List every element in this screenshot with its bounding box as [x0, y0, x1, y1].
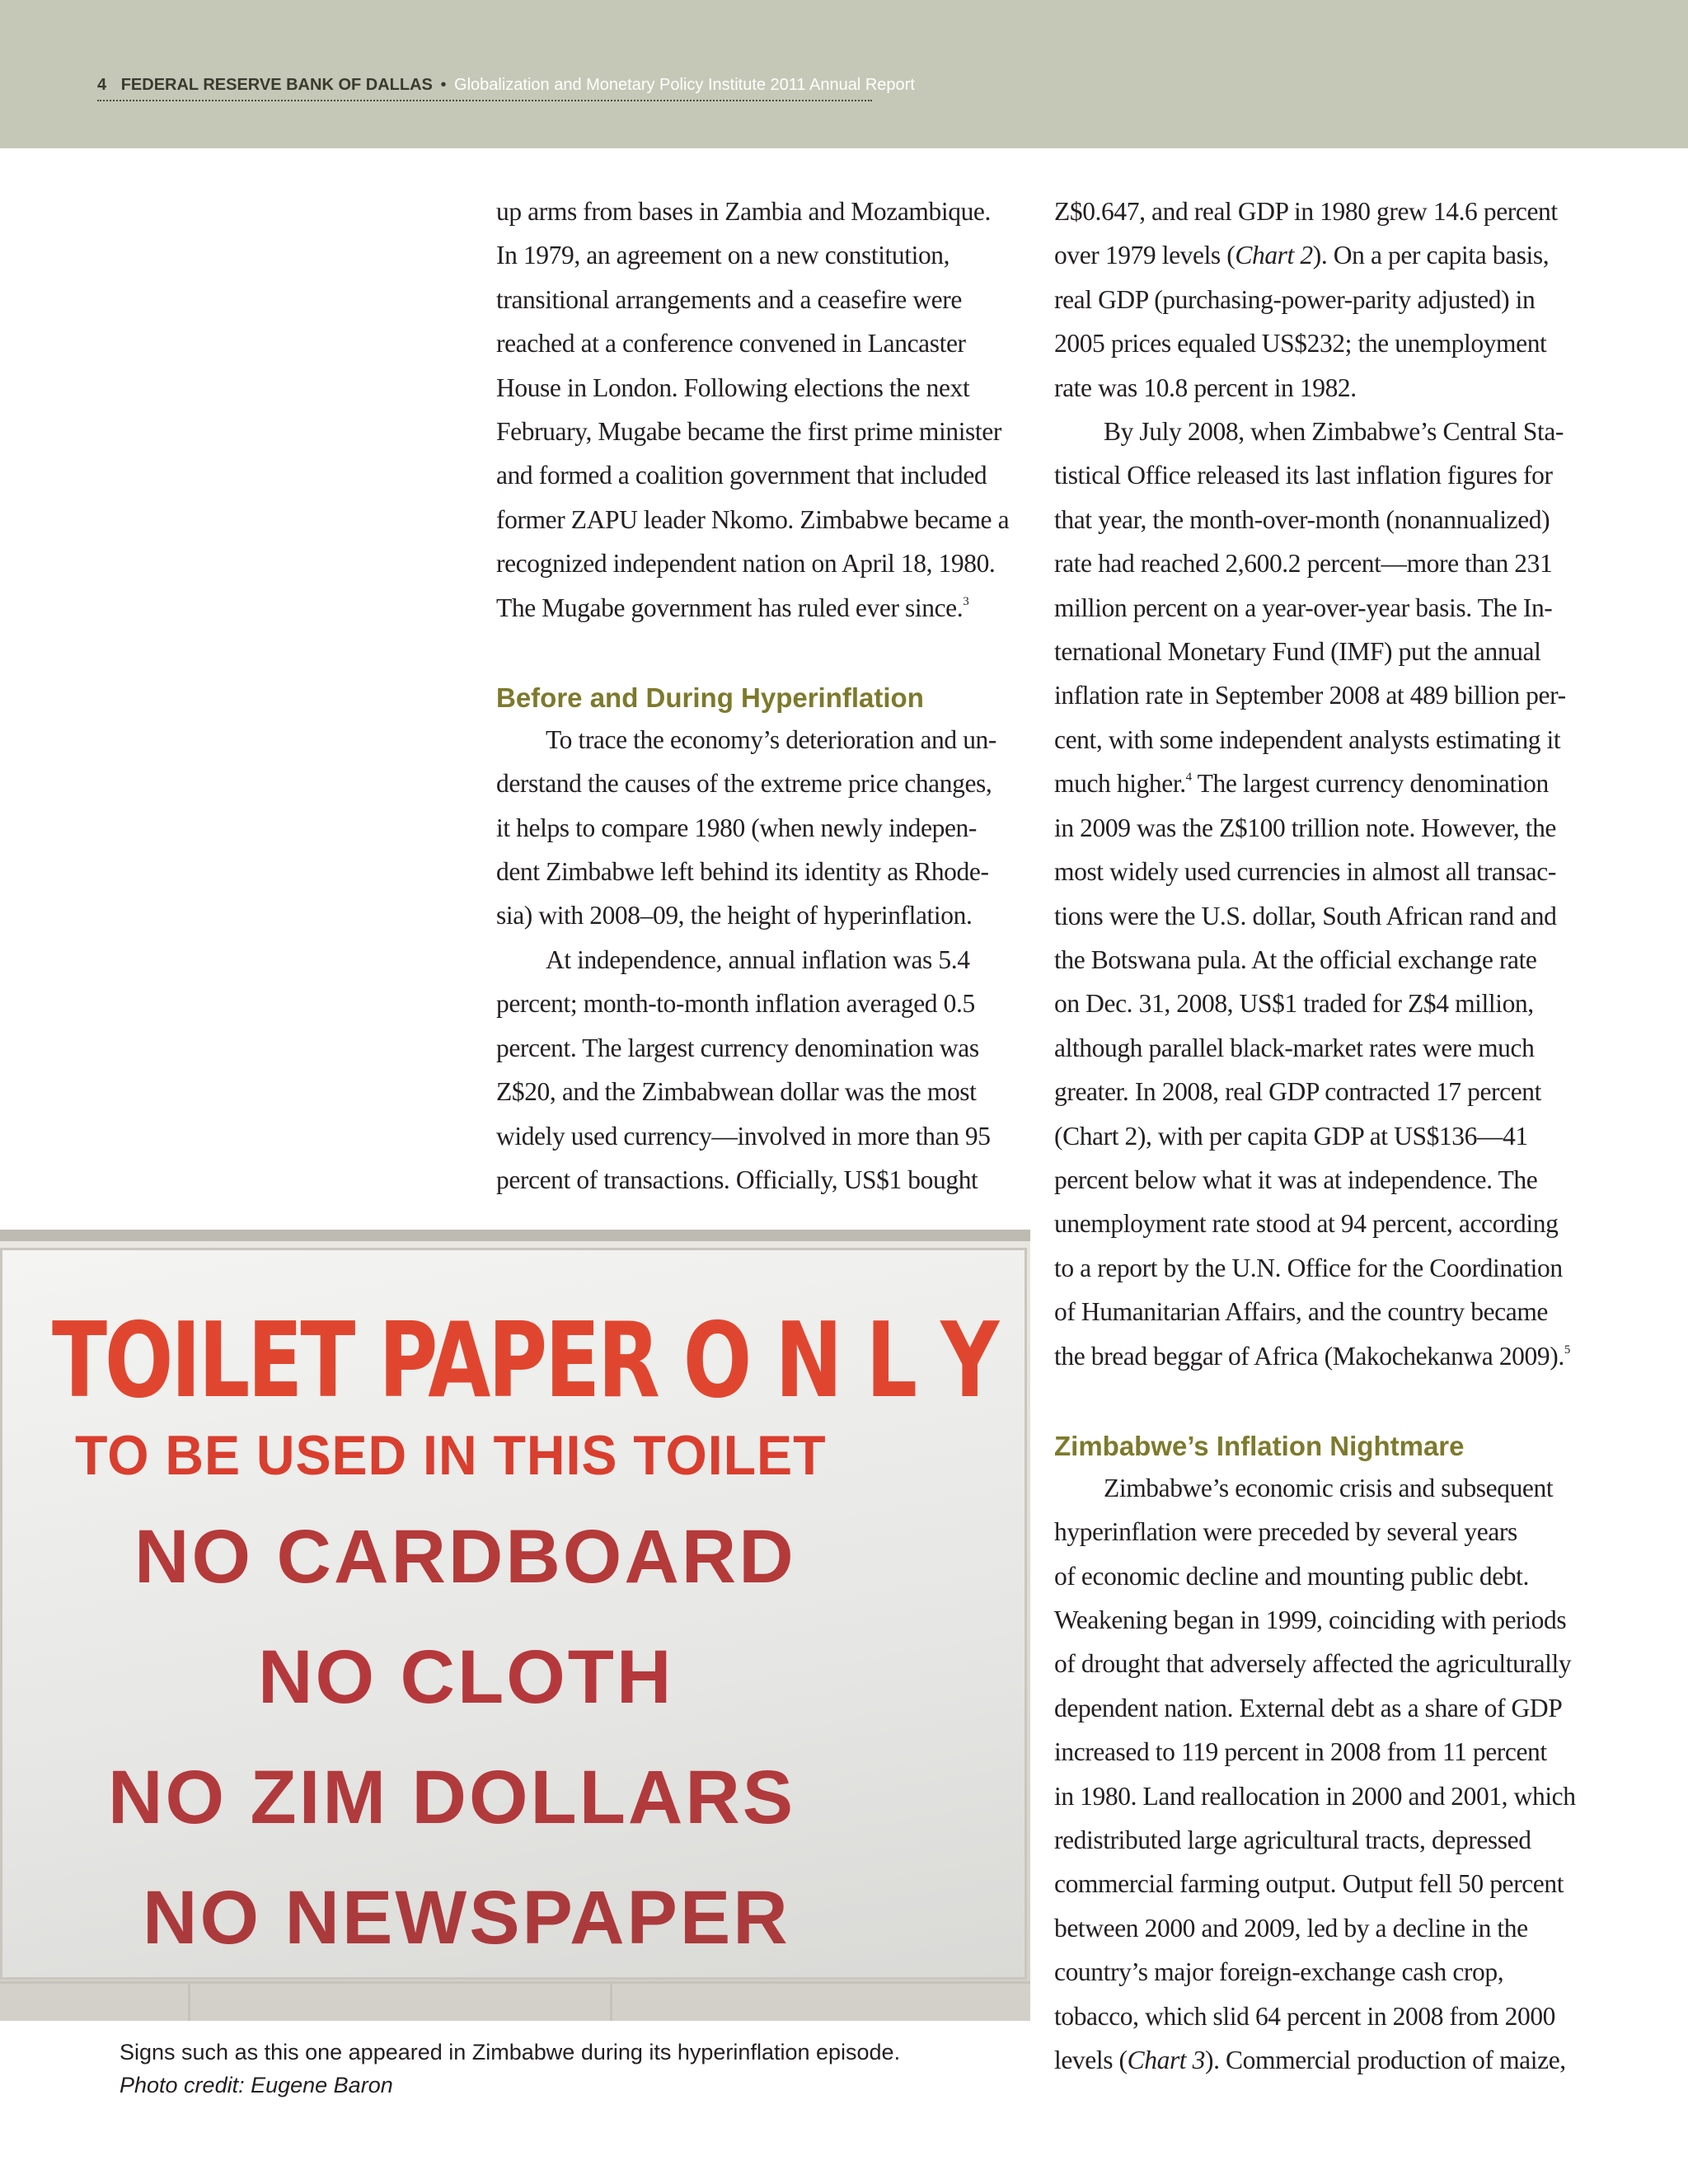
text-line: Weakening began in 1999, coinciding with periods [1054, 1605, 1567, 1634]
header-band [0, 0, 1688, 148]
photo-wall-edge [0, 1230, 1030, 1241]
photo-credit: Photo credit: Eugene Baron [120, 2073, 393, 2097]
right-paragraph-2-cont [1054, 453, 1598, 1378]
text-line: commercial farming output. Output fell 50 percent [1054, 1869, 1564, 1899]
sign-line-no-cloth: NO CLOTH [258, 1635, 674, 1719]
text-line: and formed a coalition government that included [496, 461, 987, 490]
header-bullet: • [440, 76, 447, 94]
report-title: Globalization and Monetary Policy Institute 2011 Annual Report [454, 76, 915, 94]
text-line: rate had reached 2,600.2 percent—more than 231 [1054, 549, 1553, 579]
text-fragment: ). Commercial production of maize, [1205, 2046, 1566, 2075]
text-line: on Dec. 31, 2008, US$1 traded for Z$4 million, [1054, 989, 1534, 1019]
left-column [496, 190, 1040, 1202]
text-line: cent, with some independent analysts estimating it [1054, 724, 1561, 754]
left-paragraph-3 [496, 938, 1040, 982]
text-line [496, 586, 1040, 630]
text-line: although parallel black-market rates were much [1054, 1033, 1535, 1062]
caption-text: Signs such as this one appeared in Zimbabwe during its hyperinflation episode. [120, 2040, 901, 2064]
text-line: Z$0.647, and real GDP in 1980 grew 14.6 percent [1054, 197, 1558, 226]
text-line: between 2000 and 2009, led by a decline in the [1054, 1913, 1528, 1943]
text-line: reached at a conference convened in Lancaster [496, 329, 966, 359]
text-line: transitional arrangements and a ceasefire were [496, 284, 962, 314]
left-paragraph-2 [496, 718, 1040, 762]
spacer [1054, 1378, 1598, 1422]
text-line: million percent on a year-over-year basis. The In- [1054, 593, 1553, 622]
text-line: In 1979, an agreement on a new constitution, [496, 241, 950, 270]
chart-2-reference[interactable]: Chart 2 [1235, 241, 1313, 270]
text-line: (Chart 2), with per capita GDP at US$136—41 [1054, 1121, 1528, 1151]
text-line: Z$20, and the Zimbabwean dollar was the most [496, 1077, 977, 1107]
text-fragment: ). On a per capita basis, [1312, 241, 1550, 270]
text-line: up arms from bases in Zambia and Mozambique. [496, 197, 991, 226]
footnote-ref-4[interactable]: 4 [1185, 771, 1192, 785]
tile-grout [610, 1981, 612, 2021]
text-line: February, Mugabe became the first prime minister [496, 417, 1001, 447]
tile-grout [188, 1981, 190, 2021]
text-line: in 1980. Land reallocation in 2000 and 2001, which [1054, 1781, 1576, 1811]
text-line: of Humanitarian Affairs, and the country became [1054, 1297, 1549, 1327]
text-line: By July 2008, when Zimbabwe’s Central Sta- [1104, 417, 1564, 447]
text-line: rate was 10.8 percent in 1982. [1054, 373, 1357, 402]
text-line: percent; month-to-month inflation averaged 0.5 [496, 989, 975, 1019]
text-line: that year, the month-over-month (nonannualized) [1054, 504, 1550, 534]
text-line: former ZAPU leader Nkomo. Zimbabwe became a [496, 504, 1010, 534]
sign-board [0, 1248, 1027, 1980]
section-heading-inflation-nightmare: Zimbabwe’s Inflation Nightmare [1054, 1431, 1465, 1462]
text-line: To trace the economy’s deterioration and un- [546, 724, 996, 754]
section-heading-before-during: Before and During Hyperinflation [496, 682, 924, 714]
left-paragraph-2-cont [496, 762, 1040, 938]
text-line: percent. The largest currency denomination was [496, 1033, 979, 1062]
footnote-ref-5[interactable]: 5 [1564, 1343, 1570, 1357]
text-line: tistical Office released its last inflation figures for [1054, 461, 1553, 490]
text-line: hyperinflation were preceded by several years [1054, 1517, 1517, 1547]
text-line [1054, 233, 1598, 277]
text-line: sia) with 2008–09, the height of hyperinflation. [496, 901, 973, 930]
spacer [496, 630, 1040, 673]
text-line: most widely used currencies in almost all transac- [1054, 857, 1556, 887]
text-line: unemployment rate stood at 94 percent, according [1054, 1209, 1559, 1239]
right-paragraph-2 [1054, 410, 1598, 453]
text-line [1054, 762, 1598, 805]
text-line: tobacco, which slid 64 percent in 2008 from 2000 [1054, 2001, 1556, 2031]
text-fragment: levels ( [1054, 2046, 1128, 2075]
text-line: the Botswana pula. At the official exchange rate [1054, 944, 1537, 974]
text-line: derstand the causes of the extreme price changes, [496, 769, 992, 799]
running-head [97, 76, 915, 101]
sign-line-no-zim-dollars: NO ZIM DOLLARS [108, 1755, 796, 1840]
sign-line-to-be-used: TO BE USED IN THIS TOILET [75, 1424, 827, 1487]
text-line: widely used currency—involved in more than 95 [496, 1121, 991, 1151]
page-number: 4 [97, 76, 107, 94]
photo-caption [120, 2036, 944, 2102]
text-line: dependent nation. External debt as a share of GDP [1054, 1693, 1563, 1722]
text-fragment: over 1979 levels ( [1054, 241, 1236, 270]
text-fragment: The largest currency denomination [1191, 769, 1549, 799]
right-paragraph-3 [1054, 1466, 1598, 1510]
text-line: 2005 prices equaled US$232; the unemployment [1054, 329, 1547, 359]
text-line: in 2009 was the Z$100 trillion note. However, the [1054, 813, 1557, 842]
sign-photo [0, 1230, 1030, 2021]
text-line: recognized independent nation on April 18, 1980. [496, 549, 996, 579]
right-column [1054, 190, 1598, 2082]
text-line: inflation rate in September 2008 at 489 billion per- [1054, 681, 1566, 710]
text-line: At independence, annual inflation was 5.4 [546, 944, 970, 974]
chart-3-reference[interactable]: Chart 3 [1127, 2046, 1205, 2075]
sign-line-no-cardboard: NO CARDBOARD [134, 1515, 796, 1599]
text-line: it helps to compare 1980 (when newly indepen- [496, 813, 977, 842]
text-line: to a report by the U.N. Office for the Coordination [1054, 1253, 1563, 1282]
text-line: increased to 119 percent in 2008 from 11 percent [1054, 1737, 1547, 1767]
left-paragraph-1 [496, 190, 1040, 630]
text-line: ternational Monetary Fund (IMF) put the annual [1054, 637, 1541, 667]
left-paragraph-3-cont [496, 982, 1040, 1202]
text-line: tions were the U.S. dollar, South African rand and [1054, 901, 1557, 930]
text-fragment: the bread beggar of Africa (Makochekanwa 2009). [1054, 1341, 1564, 1371]
text-line: country’s major foreign-exchange cash crop, [1054, 1957, 1504, 1987]
text-line: dent Zimbabwe left behind its identity as Rhode- [496, 857, 989, 887]
text-line: percent below what it was at independence. The [1054, 1165, 1538, 1194]
text-line: redistributed large agricultural tracts, depressed [1054, 1825, 1531, 1854]
tile-grout [0, 1981, 1030, 1984]
text-line: Zimbabwe’s economic crisis and subsequent [1104, 1473, 1554, 1502]
text-line: percent of transactions. Officially, US$1 bought [496, 1165, 978, 1194]
text-line: House in London. Following elections the next [496, 373, 970, 402]
sign-line-no-newspaper: NO NEWSPAPER [143, 1876, 790, 1960]
sign-line-toilet-paper-only: TOILET PAPER O N L Y [52, 1300, 997, 1421]
footnote-ref-3[interactable]: 3 [963, 594, 969, 608]
text-line: greater. In 2008, real GDP contracted 17 percent [1054, 1077, 1542, 1107]
text-line: of drought that adversely affected the agriculturally [1054, 1649, 1572, 1679]
text-fragment: The Mugabe government has ruled ever since. [496, 593, 964, 622]
bank-name: FEDERAL RESERVE BANK OF DALLAS [120, 76, 433, 94]
text-line: of economic decline and mounting public debt. [1054, 1561, 1529, 1591]
text-line [1054, 1334, 1598, 1378]
text-fragment: much higher. [1054, 769, 1186, 799]
text-line [1054, 2038, 1598, 2082]
right-paragraph-3-cont [1054, 1510, 1598, 2082]
right-paragraph-1 [1054, 190, 1598, 410]
text-line: real GDP (purchasing-power-parity adjusted) in [1054, 284, 1536, 314]
